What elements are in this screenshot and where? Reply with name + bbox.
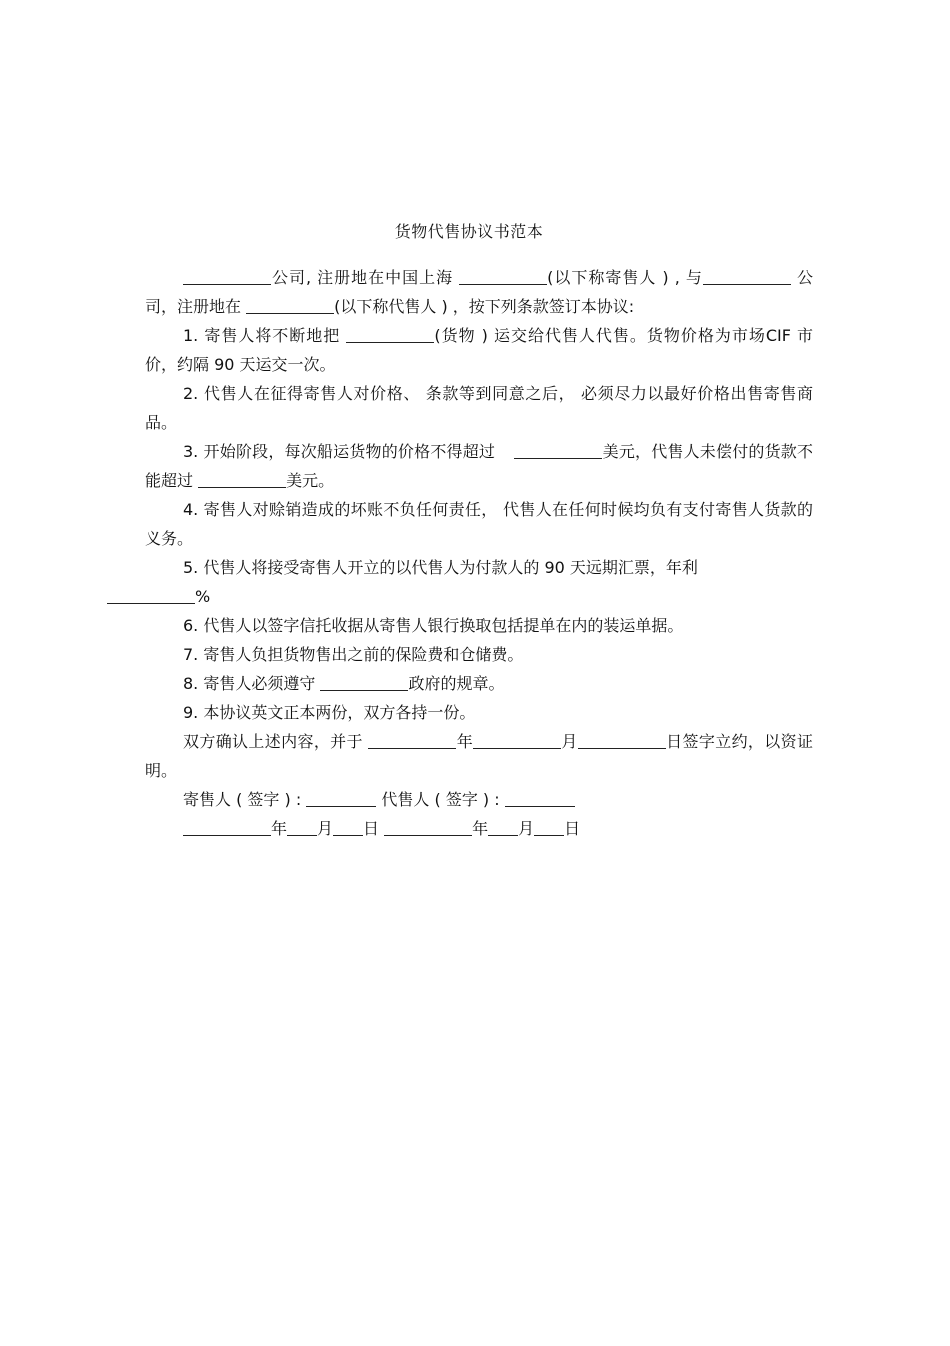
blank-consignor[interactable] [459,268,547,285]
blank-registered-place[interactable] [246,297,334,314]
signature-line [145,785,813,814]
intro-text-4: (以下称代售人 ) ，按下列条款签订本协议: [334,297,635,316]
sign-year-label-1: 年 [271,819,288,838]
blank-company-a[interactable] [183,268,271,285]
blank-interest-rate[interactable] [107,587,195,604]
clause-7 [145,640,813,669]
clause-8 [145,669,813,698]
clause-5-text-b: % [195,587,211,606]
blank-confirm-day[interactable] [578,732,666,749]
clause-1-text-a: 1. 寄售人将不断地把 [183,326,341,345]
clause-6-text: 6. 代售人以签字信托收据从寄售人银行换取包括提单在内的装运单据。 [183,616,684,635]
clause-3-text-a: 3. 开始阶段，每次船运货物的价格不得超过 [183,442,496,461]
clause-5-text-a: 5. 代售人将接受寄售人开立的以代售人为付款人的 90 天远期汇票，年利 [183,558,698,577]
blank-sign-month-2[interactable] [488,819,518,836]
blank-consignee-signature[interactable] [505,790,575,807]
clause-9-text: 9. 本协议英文正本两份，双方各持一份。 [183,703,476,722]
clause-2-text: 2. 代售人在征得寄售人对价格、 条款等到同意之后， 必须尽力以最好价格出售寄售商品。 [145,384,813,432]
blank-sign-day-1[interactable] [333,819,363,836]
document-body [145,263,813,843]
confirm-text: 双方确认上述内容，并于 [183,732,363,751]
intro-text-1: 公司, 注册地在中国上海 [271,268,454,287]
confirm-day-label: 日签字立约，以资证明。 [145,732,813,780]
blank-goods[interactable] [346,326,434,343]
clause-5 [145,553,813,611]
clause-1-text-b: (货物 ) 运交给代售人代售。货物价格为市场CIF 市价，约隔 90 天运交一次。 [145,326,813,374]
intro-text-3: 公司，注册地在 [145,268,813,316]
clause-3-text-c: 美元。 [286,471,335,490]
clause-6 [145,611,813,640]
intro-paragraph [145,263,813,321]
blank-company-b[interactable] [703,268,791,285]
confirm-year-label: 年 [456,732,474,751]
signature-dates [145,814,813,843]
consignee-signature-label: 代售人 ( 签字 ) : [381,790,500,809]
clause-4-text: 4. 寄售人对赊销造成的坏账不负任何责任， 代售人在任何时候均负有支付寄售人货款的义务。 [145,500,813,548]
intro-text-2: (以下称寄售人 ) , 与 [547,268,703,287]
blank-sign-month-1[interactable] [287,819,317,836]
clause-9 [145,698,813,727]
blank-unpaid-limit[interactable] [198,471,286,488]
blank-sign-year-1[interactable] [183,819,271,836]
blank-shipment-limit[interactable] [514,442,602,459]
confirm-month-label: 月 [561,732,578,751]
clause-3-text-b: 美元，代售人未偿付的货款不能超过 [145,442,813,490]
sign-day-label-2: 日 [564,819,581,838]
blank-confirm-month[interactable] [473,732,561,749]
sign-month-label-2: 月 [518,819,535,838]
clause-4 [145,495,813,553]
sign-day-label-1: 日 [363,819,380,838]
blank-confirm-year[interactable] [368,732,456,749]
clause-8-text-b: 政府的规章。 [408,674,505,693]
clause-8-text-a: 8. 寄售人必须遵守 [183,674,316,693]
blank-sign-year-2[interactable] [384,819,472,836]
blank-consignor-signature[interactable] [306,790,376,807]
sign-month-label-1: 月 [317,819,334,838]
confirm-paragraph [145,727,813,785]
sign-year-label-2: 年 [472,819,489,838]
blank-sign-day-2[interactable] [534,819,564,836]
clause-2 [145,379,813,437]
clause-3 [145,437,813,495]
clause-7-text: 7. 寄售人负担货物售出之前的保险费和仓储费。 [183,645,524,664]
blank-government[interactable] [320,674,408,691]
document-title: 货物代售协议书范本 [394,222,544,241]
clause-1 [145,321,813,379]
consignor-signature-label: 寄售人 ( 签字 ) : [183,790,302,809]
